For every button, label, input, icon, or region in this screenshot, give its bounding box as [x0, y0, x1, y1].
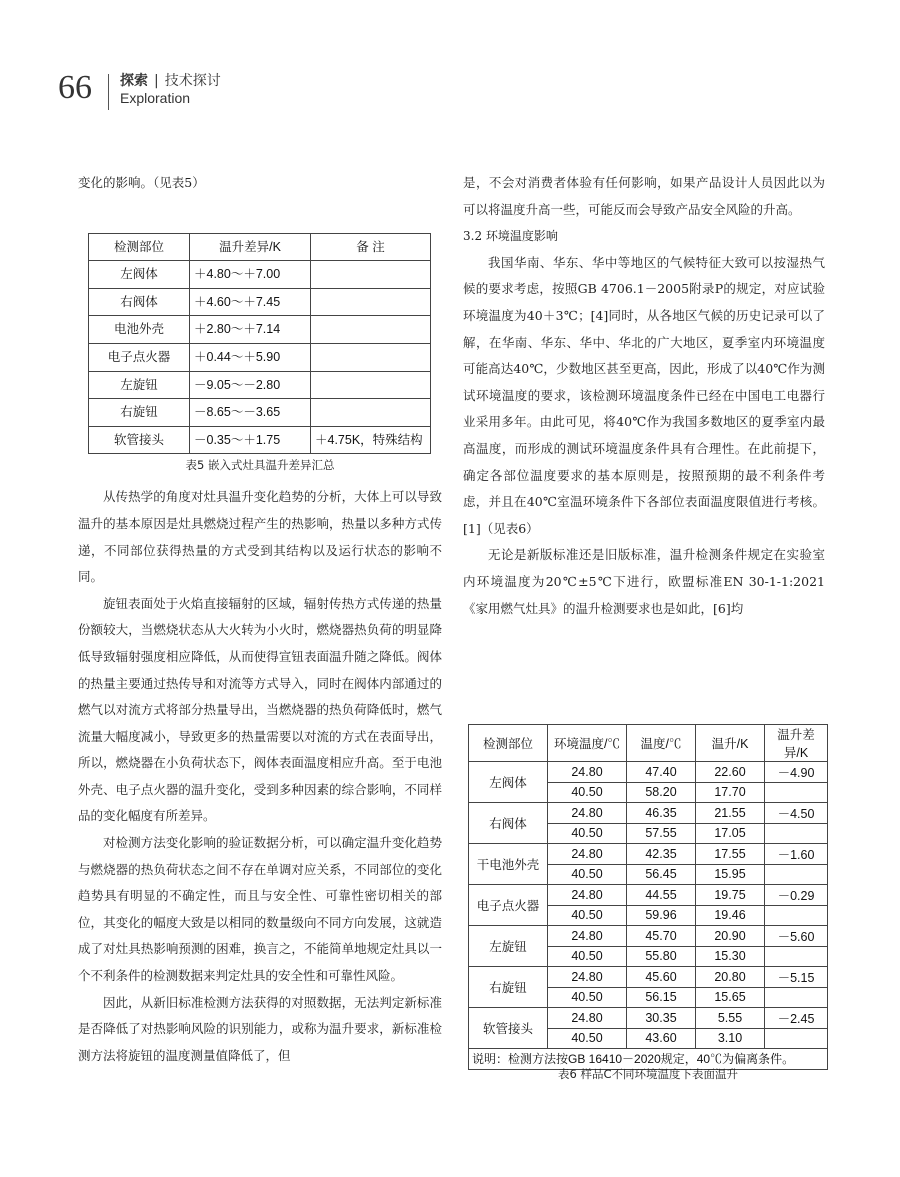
table-cell: 40.50 — [548, 864, 627, 885]
table-cell: ＋4.60～＋7.45 — [190, 288, 311, 316]
table-cell: 20.80 — [696, 967, 765, 988]
diff-cell: －5.60 — [765, 926, 828, 947]
table-5-body — [89, 261, 431, 454]
table-6-body — [469, 762, 828, 1049]
table-cell: 软管接头 — [89, 426, 190, 454]
table-row — [89, 371, 431, 399]
table-cell: 24.80 — [548, 926, 627, 947]
table-header-row — [469, 725, 828, 762]
empty-cell — [765, 782, 828, 803]
part-cell: 右旋钮 — [469, 967, 548, 1008]
table-cell: 42.35 — [627, 844, 696, 865]
empty-cell — [765, 864, 828, 885]
table-row — [469, 762, 828, 783]
table-header-cell: 备 注 — [311, 233, 431, 261]
table-cell: 46.35 — [627, 803, 696, 824]
intro-line: 变化的影响。（见表5） — [78, 175, 205, 190]
diff-cell: －1.60 — [765, 844, 828, 865]
table-cell: 44.55 — [627, 885, 696, 906]
table-row — [89, 426, 431, 454]
table-cell: 24.80 — [548, 1008, 627, 1029]
table-cell: 3.10 — [696, 1028, 765, 1049]
table-6 — [468, 724, 828, 1070]
table-cell: 40.50 — [548, 1028, 627, 1049]
table-cell: 47.40 — [627, 762, 696, 783]
table-5 — [88, 233, 431, 455]
paragraph: 无论是新版标准还是旧版标准，温升检测条件规定在实验室内环境温度为20℃±5℃下进行，欧盟标准EN 30-1-1:2021《家用燃气灶具》的温升检测要求也是如此，[6]均 — [463, 547, 825, 616]
table-cell: 40.50 — [548, 987, 627, 1008]
diff-cell: －5.15 — [765, 967, 828, 988]
header-section-en: Exploration — [120, 90, 191, 106]
table-cell: 24.80 — [548, 885, 627, 906]
part-cell: 左旋钮 — [469, 926, 548, 967]
table-cell: 40.50 — [548, 946, 627, 967]
table-header-cell: 温升差异/K — [765, 725, 828, 762]
part-cell: 电子点火器 — [469, 885, 548, 926]
table-cell: 电子点火器 — [89, 343, 190, 371]
paragraph: 我国华南、华东、华中等地区的气候特征大致可以按湿热气候的要求考虑，按照GB 4706.1－2005附录P的规定，对应试验环境温度为40＋3℃；[4]同时，从各地区气候的历史记录可以了解，在华南、华东、华中、华北的广大地区，夏季室内环境温度可能高达40℃，少数地区甚至更高，因此，形成了以40℃作为测试环境温度的要求，该检测环境温度条件已经在中国电工电器行业采用多年。由此可见，将40℃作为我国多数地区的夏季室内最高温度，而形成的测试环境温度条件具有合理性。在此前提下，确定各部位温度要求的基本原则是，按照预期的最不利条件考虑，并且在40℃室温环境条件下各部位表面温度限值进行考核。[1]（见表6） — [463, 254, 825, 536]
table-cell: 57.55 — [627, 823, 696, 844]
table-cell: 15.95 — [696, 864, 765, 885]
table-row — [469, 885, 828, 906]
table-row — [89, 343, 431, 371]
table-cell: 59.96 — [627, 905, 696, 926]
table-cell — [311, 371, 431, 399]
table-cell: －8.65～－3.65 — [190, 399, 311, 427]
table-cell: 45.60 — [627, 967, 696, 988]
table-cell — [311, 316, 431, 344]
table-header-cell: 温升差异/K — [190, 233, 311, 261]
part-cell: 右阀体 — [469, 803, 548, 844]
table-cell: 17.05 — [696, 823, 765, 844]
table-cell: ＋0.44～＋5.90 — [190, 343, 311, 371]
paragraph: 从传热学的角度对灶具温升变化趋势的分析，大体上可以导致温升的基本原因是灶具燃烧过程产生的热影响，热量以多种方式传递，不同部位获得热量的方式受到其结构以及运行状态的影响不同。 — [78, 489, 442, 585]
table-cell: 58.20 — [627, 782, 696, 803]
table-cell: 24.80 — [548, 762, 627, 783]
table-cell: 30.35 — [627, 1008, 696, 1029]
table-cell — [311, 399, 431, 427]
diff-cell: －4.90 — [765, 762, 828, 783]
empty-cell — [765, 987, 828, 1008]
page-number: 66 — [58, 69, 92, 106]
right-column — [463, 170, 825, 622]
table-cell: 5.55 — [696, 1008, 765, 1029]
table-row — [89, 316, 431, 344]
table-cell: 40.50 — [548, 823, 627, 844]
table-cell — [311, 343, 431, 371]
table-cell: 电池外壳 — [89, 316, 190, 344]
diff-cell: －4.50 — [765, 803, 828, 824]
part-cell: 软管接头 — [469, 1008, 548, 1049]
table-header-cell: 温度/℃ — [627, 725, 696, 762]
table-header-row — [89, 233, 431, 261]
part-cell: 左阀体 — [469, 762, 548, 803]
column-label: 技术探讨 — [164, 73, 221, 89]
table-row — [469, 1008, 828, 1029]
paragraph: 是，不会对消费者体验有任何影响，如果产品设计人员因此以为可以将温度升高一些，可能反而会导致产品安全风险的升高。 — [463, 175, 825, 217]
section-heading: 3.2 环境温度影响 — [463, 229, 558, 244]
table-row — [89, 288, 431, 316]
table-cell: 40.50 — [548, 782, 627, 803]
diff-cell: －0.29 — [765, 885, 828, 906]
table-cell: 右旋钮 — [89, 399, 190, 427]
table-cell: 左旋钮 — [89, 371, 190, 399]
table-cell: －0.35～＋1.75 — [190, 426, 311, 454]
table-row — [469, 967, 828, 988]
table-cell: ＋4.80～＋7.00 — [190, 261, 311, 289]
table-row — [469, 844, 828, 865]
table-cell: 55.80 — [627, 946, 696, 967]
table-row — [89, 399, 431, 427]
table-header-cell: 温升/K — [696, 725, 765, 762]
paragraph: 旋钮表面处于火焰直接辐射的区域，辐射传热方式传递的热量份额较大，当燃烧状态从大火转为小火时，燃烧器热负荷的明显降低导致辐射强度相应降低，从而使得宣钮表面温升随之降低。阀体的热量主要通过热传导和对流等方式导入，同时在阀体内部通过的燃气以对流方式将部分热量导出，当燃烧器的热负荷降低时，燃气流量大幅度减小，导致更多的热量需要以对流的方式在表面导出，所以，燃烧器在小负荷状态下，阀体表面温度相应升高。至于电池外壳、电子点火器的温升变化，受到多种因素的综合影响，不同样品的变化幅度有所差异。 — [78, 595, 442, 824]
table-cell: 24.80 — [548, 844, 627, 865]
table-cell: 21.55 — [696, 803, 765, 824]
table-cell — [311, 261, 431, 289]
table-row — [89, 261, 431, 289]
table-cell: 左阀体 — [89, 261, 190, 289]
table-cell: 43.60 — [627, 1028, 696, 1049]
header-section-cn — [120, 70, 221, 90]
table-cell: 15.30 — [696, 946, 765, 967]
header-separator: | — [154, 73, 159, 89]
table-cell: 56.15 — [627, 987, 696, 1008]
table-cell: 22.60 — [696, 762, 765, 783]
table-header-cell: 检测部位 — [469, 725, 548, 762]
table-cell: 17.70 — [696, 782, 765, 803]
table-header-cell: 检测部位 — [89, 233, 190, 261]
table-cell: 右阀体 — [89, 288, 190, 316]
header-divider — [108, 74, 109, 110]
table-row — [469, 926, 828, 947]
table-cell: 56.45 — [627, 864, 696, 885]
table-cell — [311, 288, 431, 316]
empty-cell — [765, 946, 828, 967]
diff-cell: －2.45 — [765, 1008, 828, 1029]
table-5-caption: 表5 嵌入式灶具温升差异汇总 — [185, 458, 335, 473]
empty-cell — [765, 1028, 828, 1049]
section-label: 探索 — [120, 73, 148, 89]
table-cell: 15.65 — [696, 987, 765, 1008]
paragraph: 因此，从新旧标准检测方法获得的对照数据，无法判定新标准是否降低了对热影响风险的识别能力，或称为温升要求，新标准检测方法将旋钮的温度测量值降低了，但 — [78, 994, 442, 1063]
empty-cell — [765, 905, 828, 926]
paragraph: 对检测方法变化影响的验证数据分析，可以确定温升变化趋势与燃烧器的热负荷状态之间不存在单调对应关系，不同部位的变化趋势具有明显的不确定性，而且与安全性、可靠性密切相关的部位，其变化的幅度大致是以相同的数量级向不同方向发展，这就造成了对灶具热影响预测的困难，换言之，不能简单地规定灶具以一个不利条件的检测数据来判定灶具的安全性和可靠性风险。 — [78, 835, 442, 984]
table-cell: 20.90 — [696, 926, 765, 947]
table-6-note: 说明：检测方法按GB 16410－2020规定，40℃为偏离条件。 — [469, 1049, 828, 1070]
part-cell: 干电池外壳 — [469, 844, 548, 885]
table-cell: 19.46 — [696, 905, 765, 926]
table-cell: 24.80 — [548, 967, 627, 988]
table-cell: 17.55 — [696, 844, 765, 865]
table-row — [469, 803, 828, 824]
left-body-text — [78, 484, 442, 1069]
table-cell: 24.80 — [548, 803, 627, 824]
table-cell: 40.50 — [548, 905, 627, 926]
table-6-caption: 表6 样品C不同环境温度下表面温升 — [557, 1067, 738, 1081]
table-header-cell: 环境温度/℃ — [548, 725, 627, 762]
table-cell: ＋4.75K，特殊结构 — [311, 426, 431, 454]
table-cell: －9.05～－2.80 — [190, 371, 311, 399]
table-cell: ＋2.80～＋7.14 — [190, 316, 311, 344]
table-cell: 19.75 — [696, 885, 765, 906]
left-column — [78, 170, 442, 1069]
empty-cell — [765, 823, 828, 844]
table-cell: 45.70 — [627, 926, 696, 947]
